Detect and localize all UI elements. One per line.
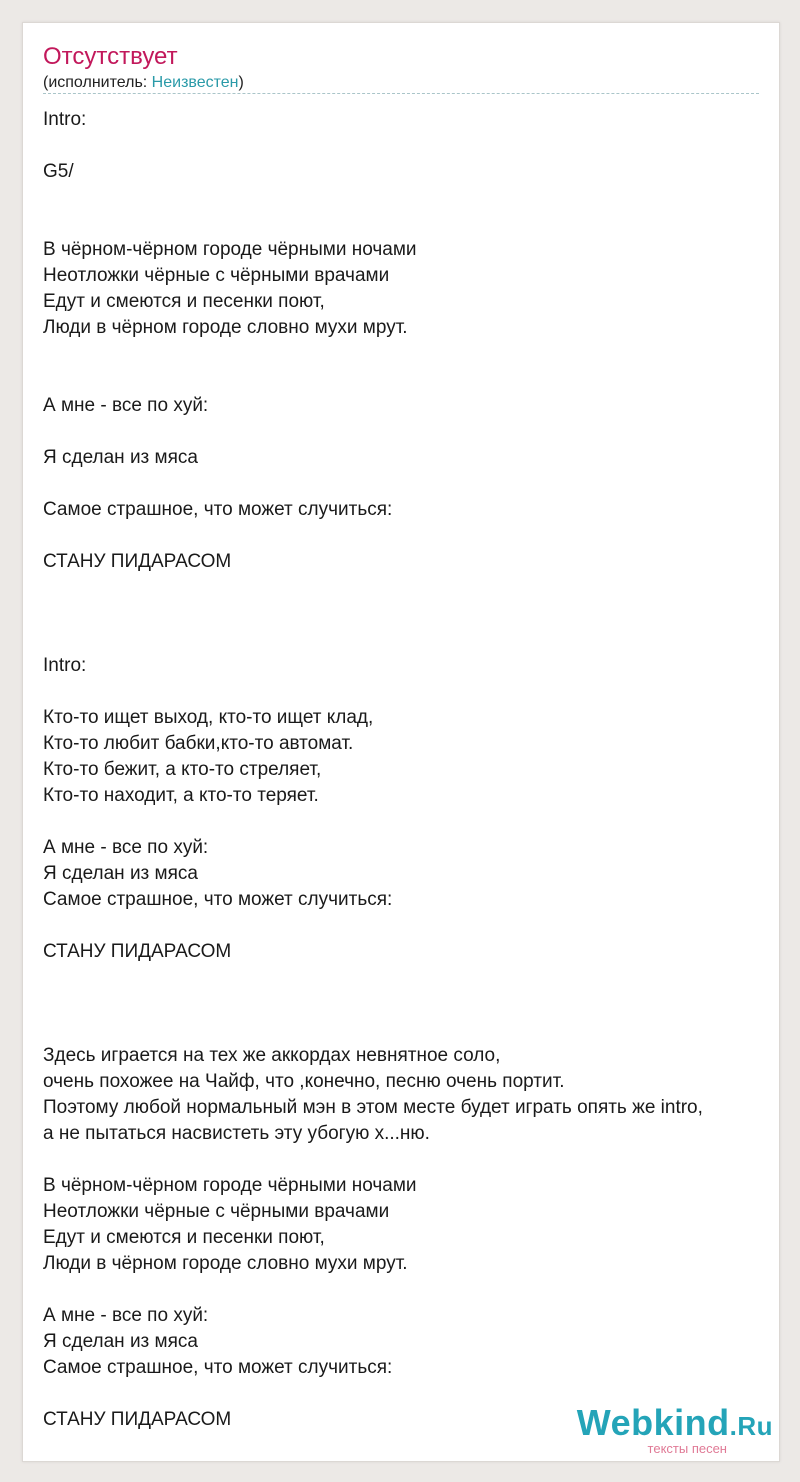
logo-tld: .Ru: [729, 1411, 773, 1441]
logo-brand: [576, 1402, 773, 1444]
logo-brand-name: Webkind: [576, 1402, 730, 1443]
lyrics-card: [22, 22, 780, 1462]
site-logo[interactable]: [576, 1402, 773, 1456]
artist-line: [43, 73, 244, 93]
artist-link[interactable]: Неизвестен: [151, 74, 239, 91]
logo-tagline: тексты песен: [647, 1441, 727, 1456]
lyrics-text: Intro: G5/ В чёрном-чёрном городе чёрными ночами Неотложки чёрные с чёрными врачами Едут и смеются и песенки поют, Люди в чёрном городе словно мухи мрут. А мне - все по хуй: Я сделан из мяса Самое страшное, что может случиться: СТАНУ ПИДАРАСОМ Intro: Кто-то ищет выход, кто-то ищет клад, Кто-то любит бабки,кто-то автомат. Кто-то бежит, а кто-то стреляет, Кто-то находит, а кто-то теряет. А мне - все по хуй: Я сделан из мяса Самое страшное, что может случиться: СТАНУ ПИДАРАСОМ Здесь играется на тех же аккордах невнятное соло, очень похожее на Чайф, что ,конечно, песню очень портит. Поэтому любой нормальный мэн в этом месте будет играть опять же intro, а не пытаться насвистеть эту убогую х...ню. В чёрном-чёрном городе чёрными ночами Неотложки чёрные с чёрными врачами Едут и смеются и песенки поют, Люди в чёрном городе словно мухи мрут. А мне - все по хуй: Я сделан из мяса Самое страшное, что может случиться: СТАНУ ПИДАРАСОМ: [43, 109, 703, 1430]
divider: [43, 93, 759, 94]
artist-suffix: ): [238, 74, 244, 91]
artist-prefix: (исполнитель:: [43, 74, 152, 91]
song-title: Отсутствует: [43, 43, 178, 70]
